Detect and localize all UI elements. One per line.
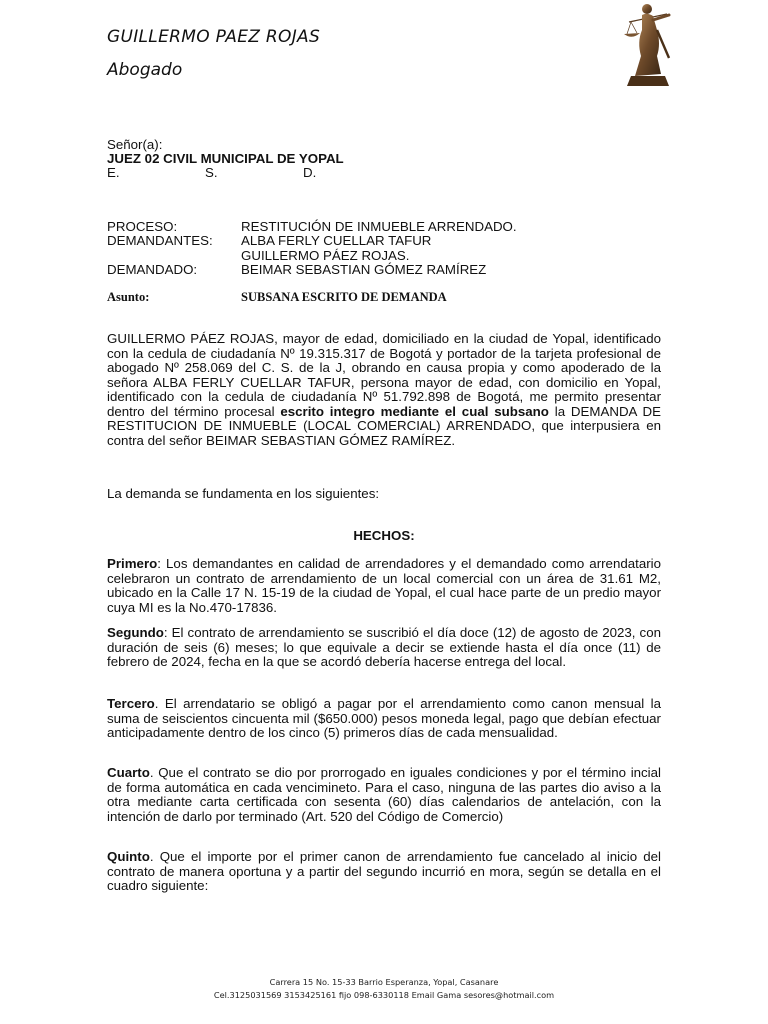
fact-text: Que el contrato se dio por prorrogado en iguales condiciones y por el término incial de forma automática en cada vencimineto. Para el caso, ninguna de las partes dio aviso a la otra mediante carta certificada con sesenta (60) días calendarios de antelación, con la intención de darlo por terminado (Art. 520 del Código de Comercio) bbox=[107, 765, 661, 824]
foundation-line: La demanda se fundamenta en los siguientes: bbox=[107, 486, 380, 501]
intro-text-b: la DEMANDA DE RESTITUCION DE INMUEBLE (LOCAL COMERCIAL) ARRENDADO, que interpusiera en contra del señor BEIMAR SEBASTIAN GÓMEZ RAMÍREZ. bbox=[107, 403, 661, 448]
process-details bbox=[107, 220, 517, 277]
fact-text: El contrato de arrendamiento se suscribió el día doce (12) de agosto de 2023, con duración de seis (6) meses; lo que equivale a decir se extiende hasta el día once (11) de febrero de 2024, fecha en la que se acordó debería hacerse entrega del local. bbox=[107, 625, 661, 669]
fact-label: Segundo bbox=[107, 625, 164, 640]
process-value: RESTITUCIÓN DE INMUEBLE ARRENDADO. bbox=[241, 219, 517, 234]
intro-paragraph bbox=[107, 332, 661, 448]
fact-sep: : bbox=[157, 556, 161, 571]
fact-paragraph bbox=[107, 557, 661, 615]
intro-bold: escrito integro mediante el cual subsano bbox=[280, 403, 549, 419]
subject-line bbox=[107, 290, 447, 305]
plaintiffs-label: DEMANDANTES: bbox=[107, 233, 213, 249]
esd-s: S. bbox=[205, 165, 218, 180]
fact-label: Tercero bbox=[107, 696, 155, 711]
esd-e: E. bbox=[107, 165, 120, 180]
process-row bbox=[107, 220, 517, 234]
facts-heading: HECHOS: bbox=[353, 528, 415, 543]
plaintiffs-row bbox=[107, 234, 517, 248]
defendant-row bbox=[107, 263, 517, 277]
lawyer-name: GUILLERMO PAEZ ROJAS bbox=[107, 27, 321, 47]
fact-sep: . bbox=[149, 765, 154, 780]
intro-text-a: GUILLERMO PÁEZ ROJAS, mayor de edad, domiciliado en la ciudad de Yopal, identificado con la cedula de ciudadanía Nº 19.315.317 de Bogotá y portador de la tarjeta profesional de abogado Nº 258.069 del C. S. de la J, obrando en causa propia y como apoderado de la señora ALBA FERLY CUELLAR TAFUR, persona mayor de edad, con domicilio en Yopal, identificado con la cedula de ciudadanía Nº 51.792.898 de Bogotá, me permito presentar dentro del término procesal bbox=[107, 331, 661, 419]
defendant-value: BEIMAR SEBASTIAN GÓMEZ RAMÍREZ bbox=[241, 261, 487, 277]
fact-label: Quinto bbox=[107, 849, 150, 864]
footer-address: Carrera 15 No. 15-33 Barrio Esperanza, Yopal, Casanare bbox=[269, 977, 499, 987]
subject-value: SUBSANA ESCRITO DE DEMANDA bbox=[241, 290, 447, 304]
fact-paragraph bbox=[107, 766, 661, 824]
fact-paragraph bbox=[107, 626, 661, 670]
footer-contact: Cel.3125031569 3153425161 fijo 098-6330118 Email Gama sesores@hotmail.com bbox=[213, 990, 555, 1000]
fact-paragraph bbox=[107, 697, 661, 741]
fact-sep: : bbox=[163, 625, 168, 640]
lady-justice-statue-icon bbox=[617, 0, 689, 92]
court-name: JUEZ 02 CIVIL MUNICIPAL DE YOPAL bbox=[107, 151, 344, 166]
fact-sep: . bbox=[154, 696, 159, 711]
plaintiffs-label-empty bbox=[107, 249, 241, 263]
esd-line bbox=[107, 165, 661, 180]
process-label: PROCESO: bbox=[107, 219, 178, 234]
defendant-label: DEMANDADO: bbox=[107, 261, 198, 277]
fact-text: Los demandantes en calidad de arrendadores y el demandado como arrendatario celebraron un contrato de arrendamiento de un local comercial con un área de 31.61 M2, ubicado en la Calle 17 N. 15-19 de la ciudad de Yopal, el cual hace parte de un predio mayor cuya MI es la No.470-17836. bbox=[107, 556, 661, 615]
fact-text: Que el importe por el primer canon de arrendamiento fue cancelado al inicio del contrato de manera oportuna y a partir del segundo incurrió en mora, según se detalla en el cuadro siguiente: bbox=[107, 849, 661, 893]
subject-label: Asunto: bbox=[107, 290, 150, 304]
plaintiffs-row-2 bbox=[107, 249, 517, 263]
fact-label: Cuarto bbox=[107, 765, 150, 780]
fact-paragraph bbox=[107, 850, 661, 894]
fact-text: El arrendatario se obligó a pagar por el arrendamiento como canon mensual la suma de seiscientos cincuenta mil ($650.000) pesos moneda legal, pago que debían efectuar anticipadamente dentro de los cinco (5) primeros días de cada mensualidad. bbox=[107, 696, 661, 740]
fact-sep: . bbox=[149, 849, 154, 864]
salutation: Señor(a): bbox=[107, 137, 163, 152]
fact-label: Primero bbox=[107, 556, 158, 571]
lawyer-title: Abogado bbox=[107, 60, 183, 80]
plaintiffs-value-2: GUILLERMO PÁEZ ROJAS. bbox=[241, 247, 410, 263]
esd-d: D. bbox=[303, 165, 317, 180]
plaintiffs-value: ALBA FERLY CUELLAR TAFUR bbox=[241, 233, 432, 249]
